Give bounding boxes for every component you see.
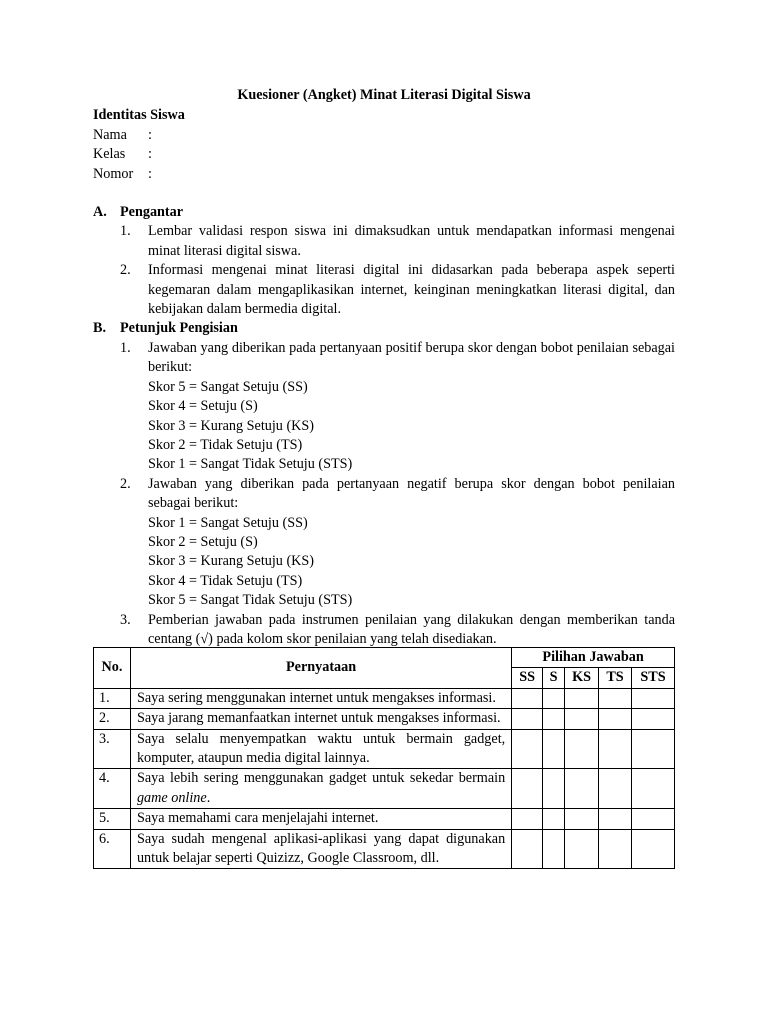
item-text: Jawaban yang diberikan pada pertanyaan negatif berupa skor dengan bobot penilaian sebagai berikut:	[148, 475, 675, 512]
answer-cell-ts[interactable]	[599, 729, 632, 769]
score-line: Skor 4 = Tidak Setuju (TS)	[148, 572, 303, 589]
row-statement: Saya sering menggunakan internet untuk mengakses informasi.	[130, 688, 511, 708]
answer-cell-ss[interactable]	[512, 729, 543, 769]
row-statement	[130, 769, 511, 809]
score-line: Skor 2 = Setuju (S)	[148, 533, 258, 550]
answer-cell-ks[interactable]	[565, 709, 599, 729]
section-a-heading	[93, 203, 675, 222]
row-statement: Saya memahami cara menjelajahi internet.	[130, 809, 511, 829]
answer-cell-sts[interactable]	[632, 688, 675, 708]
identity-field-number	[93, 165, 675, 184]
field-label: Kelas	[93, 146, 126, 163]
statement-italic-text: game online	[136, 789, 207, 806]
answer-cell-ts[interactable]	[599, 709, 632, 729]
row-number: 4.	[94, 769, 131, 809]
score-line: Skor 5 = Sangat Tidak Setuju (STS)	[148, 592, 353, 609]
spacer	[93, 184, 675, 203]
section-b-item-1	[93, 339, 675, 475]
header-choice-ts: TS	[599, 668, 632, 688]
questionnaire-table	[93, 647, 675, 869]
answer-cell-sts[interactable]	[632, 709, 675, 729]
document-title: Kuesioner (Angket) Minat Literasi Digital Siswa	[237, 87, 531, 103]
table-row	[94, 688, 675, 708]
score-line: Skor 3 = Kurang Setuju (KS)	[148, 417, 315, 434]
item-content	[148, 339, 675, 475]
table-row	[94, 829, 675, 869]
answer-cell-ks[interactable]	[565, 688, 599, 708]
header-choice-ss: SS	[512, 668, 543, 688]
answer-cell-s[interactable]	[543, 809, 565, 829]
header-answer-choices: Pilihan Jawaban	[512, 648, 675, 668]
document-body	[93, 86, 675, 649]
section-a-item-2	[93, 261, 675, 319]
score-line: Skor 2 = Tidak Setuju (TS)	[148, 436, 303, 453]
answer-cell-ks[interactable]	[565, 809, 599, 829]
field-separator: :	[148, 126, 152, 143]
row-number: 5.	[94, 809, 131, 829]
item-text: Informasi mengenai minat literasi digital ini didasarkan pada beberapa aspek seperti kegemaran dalam mengaplikasikan internet, keinginan meningkatkan literasi digital, dan kebijakan dalam bermedia digital.	[148, 262, 675, 318]
item-text: Jawaban yang diberikan pada pertanyaan positif berupa skor dengan bobot penilaian sebagai berikut:	[148, 339, 675, 376]
answer-cell-ts[interactable]	[599, 688, 632, 708]
statement-text: Saya lebih sering menggunakan gadget untuk sekedar bermain	[136, 770, 506, 787]
answer-cell-s[interactable]	[543, 709, 565, 729]
answer-cell-sts[interactable]	[632, 829, 675, 869]
answer-cell-s[interactable]	[543, 829, 565, 869]
row-number: 3.	[94, 729, 131, 769]
score-line: Skor 1 = Sangat Tidak Setuju (STS)	[148, 456, 353, 473]
header-choice-ks: KS	[565, 668, 599, 688]
answer-cell-ks[interactable]	[565, 829, 599, 869]
header-no: No.	[94, 648, 131, 689]
score-line: Skor 4 = Setuju (S)	[148, 398, 258, 415]
answer-cell-s[interactable]	[543, 729, 565, 769]
identity-field-class	[93, 145, 675, 164]
identity-heading: Identitas Siswa	[93, 107, 185, 124]
statement-text-end: .	[206, 789, 211, 806]
header-choice-sts: STS	[632, 668, 675, 688]
row-number: 2.	[94, 709, 131, 729]
item-number: 2.	[120, 262, 131, 279]
score-line: Skor 1 = Sangat Setuju (SS)	[148, 514, 308, 531]
answer-cell-s[interactable]	[543, 769, 565, 809]
section-b-item-2	[93, 475, 675, 611]
identity-field-name	[93, 126, 675, 145]
field-label: Nomor	[93, 165, 134, 182]
row-number: 6.	[94, 829, 131, 869]
item-content	[148, 475, 675, 611]
item-text: Lembar validasi respon siswa ini dimaksudkan untuk mendapatkan informasi mengenai minat literasi digital siswa.	[148, 223, 675, 259]
section-letter: A.	[93, 204, 107, 221]
table-row	[94, 709, 675, 729]
answer-cell-s[interactable]	[543, 688, 565, 708]
answer-cell-sts[interactable]	[632, 729, 675, 769]
table-row	[94, 809, 675, 829]
row-statement: Saya selalu menyempatkan waktu untuk bermain gadget, komputer, ataupun media digital lainnya.	[130, 729, 511, 769]
row-number: 1.	[94, 688, 131, 708]
field-separator: :	[148, 165, 152, 182]
answer-cell-ts[interactable]	[599, 809, 632, 829]
score-line: Skor 5 = Sangat Setuju (SS)	[148, 378, 308, 395]
answer-cell-ts[interactable]	[599, 769, 632, 809]
answer-cell-sts[interactable]	[632, 809, 675, 829]
field-label: Nama	[93, 126, 127, 143]
header-statement: Pernyataan	[130, 648, 511, 689]
answer-cell-ss[interactable]	[512, 709, 543, 729]
table-row	[94, 729, 675, 769]
section-title: Pengantar	[120, 204, 184, 221]
row-statement: Saya sudah mengenal aplikasi-aplikasi yang dapat digunakan untuk belajar seperti Quizizz, Google Classroom, dll.	[130, 829, 511, 869]
answer-cell-ts[interactable]	[599, 829, 632, 869]
table-row	[94, 769, 675, 809]
item-number: 2.	[120, 475, 131, 492]
header-choice-s: S	[543, 668, 565, 688]
row-statement: Saya jarang memanfaatkan internet untuk mengakses informasi.	[130, 709, 511, 729]
score-line: Skor 3 = Kurang Setuju (KS)	[148, 553, 315, 570]
section-title: Petunjuk Pengisian	[120, 320, 238, 337]
item-number: 1.	[120, 339, 131, 356]
section-b-item-3	[93, 611, 675, 650]
item-number: 1.	[120, 223, 131, 240]
section-a-item-1	[93, 222, 675, 261]
answer-cell-ss[interactable]	[512, 829, 543, 869]
item-number: 3.	[120, 611, 131, 628]
section-letter: B.	[93, 320, 107, 337]
answer-cell-sts[interactable]	[632, 769, 675, 809]
answer-cell-ks[interactable]	[565, 769, 599, 809]
answer-cell-ks[interactable]	[565, 729, 599, 769]
answer-cell-ss[interactable]	[512, 688, 543, 708]
field-separator: :	[148, 146, 152, 163]
section-b-heading	[93, 319, 675, 338]
answer-cell-ss[interactable]	[512, 809, 543, 829]
item-text: Pemberian jawaban pada instrumen penilaian yang dilakukan dengan memberikan tanda centang (√) pada kolom skor penilaian yang telah disediakan.	[148, 611, 675, 647]
answer-cell-ss[interactable]	[512, 769, 543, 809]
